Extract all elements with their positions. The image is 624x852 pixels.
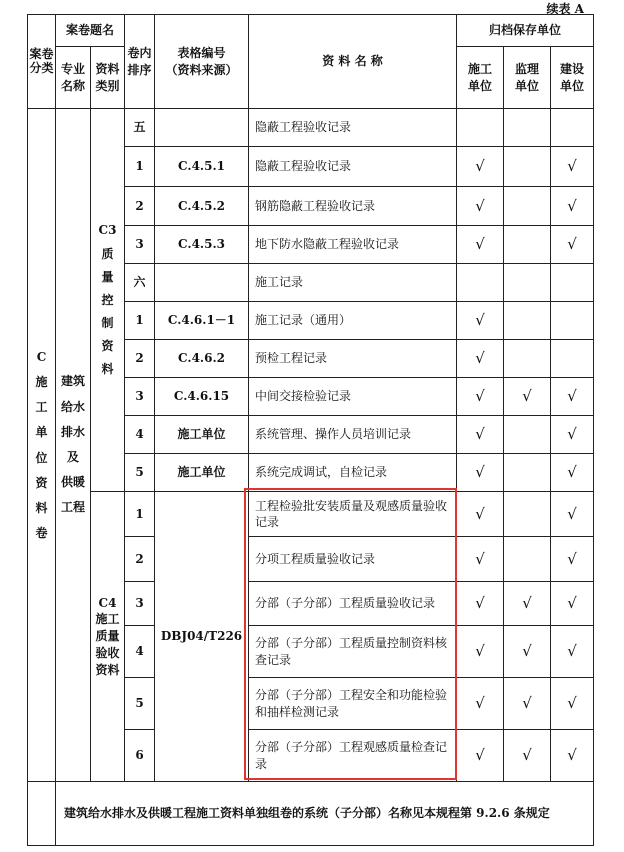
header-unit-text: 监理 单位 (515, 62, 540, 93)
header-storage-group: 归档保存单位 (457, 15, 594, 47)
row-doc-name: 隐蔽工程验收记录 (249, 109, 457, 147)
row-doc-name: 分部（子分部）工程质量验收记录 (249, 582, 457, 626)
header-archive-class-text: 案卷 分类 (29, 47, 54, 75)
row-doc-name: 施工记录（通用） (249, 302, 457, 340)
check-owner: √ (551, 226, 594, 264)
row-order: 3 (125, 226, 155, 264)
row-doc-name: 系统完成调试，自检记录 (249, 454, 457, 492)
row-order: 五 (125, 109, 155, 147)
row-form-no: C.4.5.2 (155, 187, 249, 226)
check-construction: √ (457, 416, 504, 454)
header-unit-owner (551, 47, 594, 109)
row-doc-name: 中间交接检验记录 (249, 378, 457, 416)
check-supervision (504, 226, 551, 264)
check-construction: √ (457, 340, 504, 378)
check-supervision (504, 264, 551, 302)
row-order: 3 (125, 378, 155, 416)
row-order: 2 (125, 537, 155, 582)
header-archive-class (28, 15, 56, 109)
header-category-text: 资料 类别 (95, 62, 120, 93)
header-data-category (91, 47, 125, 109)
category-c3-char: 料 (101, 362, 114, 377)
row-doc-name: 施工记录 (249, 264, 457, 302)
archive-class-char: 资 (35, 475, 48, 490)
row-order: 六 (125, 264, 155, 302)
row-doc-name: 分项工程质量验收记录 (249, 537, 457, 582)
archive-class-char: 料 (35, 500, 48, 515)
check-construction (457, 264, 504, 302)
check-owner: √ (551, 416, 594, 454)
category-c3-code: C3 (98, 223, 117, 238)
check-supervision (504, 147, 551, 187)
note-row (28, 782, 594, 846)
check-supervision (504, 340, 551, 378)
check-construction: √ (457, 678, 504, 730)
check-construction: √ (457, 378, 504, 416)
row-order: 3 (125, 582, 155, 626)
check-owner: √ (551, 537, 594, 582)
check-owner (551, 340, 594, 378)
check-supervision (504, 454, 551, 492)
check-owner: √ (551, 454, 594, 492)
check-construction: √ (457, 302, 504, 340)
row-form-no: C.4.6.15 (155, 378, 249, 416)
form-no-c4: DBJ04/T226 (155, 492, 249, 782)
row-form-no: C.4.5.3 (155, 226, 249, 264)
check-owner: √ (551, 626, 594, 678)
check-supervision: √ (504, 678, 551, 730)
header-unit-text: 建设 单位 (560, 62, 585, 93)
check-supervision: √ (504, 582, 551, 626)
header-unit-supervision (504, 47, 551, 109)
archive-class-char: 施 (35, 374, 48, 389)
check-owner: √ (551, 730, 594, 782)
row-form-no: C.4.6.2 (155, 340, 249, 378)
row-doc-name: 钢筋隐蔽工程验收记录 (249, 187, 457, 226)
table-row (28, 492, 594, 537)
archive-table (27, 14, 594, 846)
check-construction: √ (457, 537, 504, 582)
check-supervision: √ (504, 626, 551, 678)
continued-label: 续表 A (546, 2, 584, 16)
category-c3-char: 资 (101, 339, 114, 354)
row-doc-name: 分部（子分部）工程安全和功能检验和抽样检测记录 (249, 678, 457, 730)
row-order: 5 (125, 678, 155, 730)
check-construction: √ (457, 226, 504, 264)
check-supervision (504, 302, 551, 340)
check-supervision (504, 492, 551, 537)
check-supervision (504, 416, 551, 454)
row-order: 5 (125, 454, 155, 492)
check-owner (551, 264, 594, 302)
check-owner: √ (551, 678, 594, 730)
category-c3-char: 制 (101, 316, 114, 331)
header-doc-name: 资 料 名 称 (249, 15, 457, 109)
check-owner: √ (551, 492, 594, 537)
check-construction: √ (457, 147, 504, 187)
check-construction: √ (457, 626, 504, 678)
archive-class-char: C (36, 349, 47, 364)
header-title-group: 案卷题名 (56, 15, 125, 47)
header-order (125, 15, 155, 109)
note-blank-cell (28, 782, 56, 846)
row-order: 4 (125, 626, 155, 678)
header-form-no: 表格编号 （资料来源） (155, 15, 249, 109)
header-major-name (56, 47, 91, 109)
row-order: 1 (125, 147, 155, 187)
category-c4: C4 施工 质量 验收 资料 (91, 492, 125, 782)
row-form-no (155, 109, 249, 147)
table-row (28, 109, 594, 147)
header-order-text: 卷内 排序 (127, 46, 152, 77)
check-construction: √ (457, 454, 504, 492)
category-c3-char: 量 (101, 269, 114, 284)
archive-class-char: 位 (35, 450, 48, 465)
row-doc-name: 分部（子分部）工程观感质量检查记录 (249, 730, 457, 782)
check-construction: √ (457, 187, 504, 226)
row-order: 1 (125, 492, 155, 537)
category-c3-char: 质 (101, 246, 114, 261)
check-construction: √ (457, 730, 504, 782)
row-doc-name: 隐蔽工程验收记录 (249, 147, 457, 187)
check-supervision (504, 537, 551, 582)
row-order: 1 (125, 302, 155, 340)
row-order: 6 (125, 730, 155, 782)
header-unit-text: 施工 单位 (468, 62, 493, 93)
row-order: 2 (125, 340, 155, 378)
check-owner (551, 109, 594, 147)
check-construction (457, 109, 504, 147)
major-name: 建筑 给水 排水 及 供暖 工程 (56, 109, 91, 782)
check-supervision: √ (504, 378, 551, 416)
check-owner: √ (551, 378, 594, 416)
row-form-no: 施工单位 (155, 454, 249, 492)
archive-class-char: 工 (35, 400, 48, 415)
check-owner: √ (551, 147, 594, 187)
row-doc-name: 预检工程记录 (249, 340, 457, 378)
check-construction: √ (457, 492, 504, 537)
row-doc-name: 分部（子分部）工程质量控制资料核查记录 (249, 626, 457, 678)
check-owner: √ (551, 582, 594, 626)
row-form-no: 施工单位 (155, 416, 249, 454)
category-c3-char: 控 (101, 292, 114, 307)
header-unit-construction (457, 47, 504, 109)
check-supervision (504, 187, 551, 226)
note-text: 建筑给水排水及供暖工程施工资料单独组卷的系统（子分部）名称见本规程第 9.2.6 条规定 (56, 782, 594, 846)
archive-class-char: 卷 (35, 526, 48, 541)
archive-class-char: 单 (35, 425, 48, 440)
row-doc-name: 系统管理、操作人员培训记录 (249, 416, 457, 454)
row-doc-name: 地下防水隐蔽工程验收记录 (249, 226, 457, 264)
category-c3 (91, 109, 125, 492)
row-form-no (155, 264, 249, 302)
archive-class-c (28, 109, 56, 782)
header-major-text: 专业 名称 (60, 62, 85, 93)
check-supervision (504, 109, 551, 147)
check-owner: √ (551, 187, 594, 226)
check-supervision: √ (504, 730, 551, 782)
check-construction: √ (457, 582, 504, 626)
check-owner (551, 302, 594, 340)
row-order: 2 (125, 187, 155, 226)
row-doc-name: 工程检验批安装质量及观感质量验收记录 (249, 492, 457, 537)
row-order: 4 (125, 416, 155, 454)
row-form-no: C.4.6.1－1 (155, 302, 249, 340)
row-form-no: C.4.5.1 (155, 147, 249, 187)
